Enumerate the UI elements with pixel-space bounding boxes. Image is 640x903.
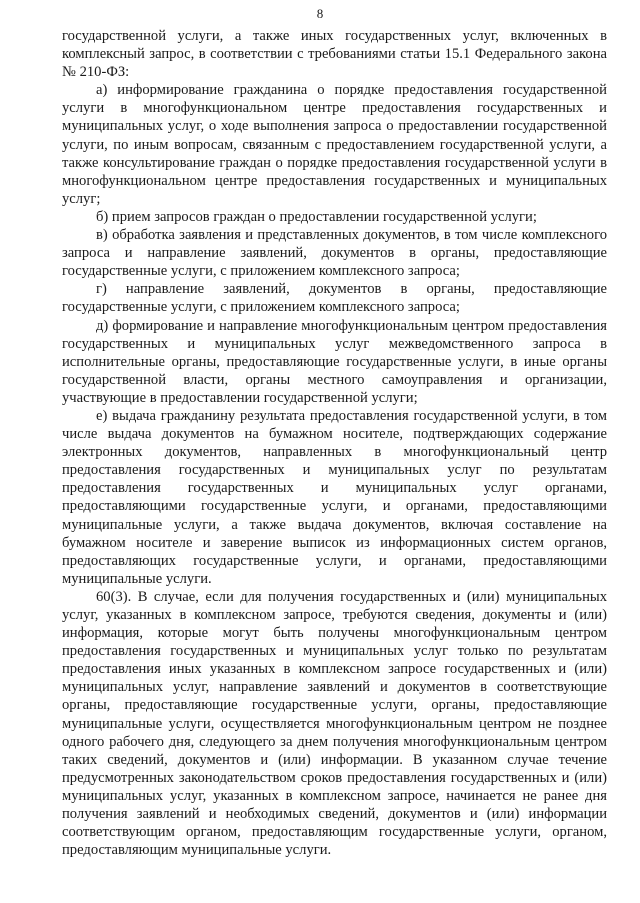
paragraph-item-g: г) направление заявлений, документов в органы, предоставляющие государственные услуги, с приложением комплексного запроса; — [62, 281, 607, 316]
paragraph-item-b: б) прием запросов граждан о предоставлении государственной услуги; — [96, 208, 537, 225]
paragraph-intro: государственной услуги, а также иных государственных услуг, включенных в комплексный запрос, в соответствии с требованиями статьи 15.1 Федерального закона № 210-ФЗ: — [62, 28, 607, 81]
paragraph-60-3: 60(3). В случае, если для получения государственных и (или) муниципальных услуг, указанных в комплексном запросе, требуются сведения, документы и (или) информация, которые могут быть получены многофункциональным центром предоставления государственных и муниципальных услуг только по результатам предоставления иных указанных в комплексном запросе государственных и (или) муниципальных услуг, направление заявлений и документов в соответствующие органы, предоставляющие государственные услуги, органы, предоставляющие муниципальные услуги, осуществляется многофункциональным центром не позднее одного рабочего дня, следующего за днем получения многофункциональным центром таких сведений, документов и (или) информации. В указанном случае течение предусмотренных законодательством сроков предоставления государственных и (или) муниципальных услуг, указанных в комплексном запросе, начинается не ранее дня получения заявлений и необходимых сведений, документов и (или) информации соответствующим органом, предоставляющим государственные услуги, органом, предоставляющим муниципальные услуги. — [62, 588, 607, 859]
document-body — [62, 27, 607, 859]
paragraph-item-v: в) обработка заявления и представленных документов, в том числе комплексного запроса и направление заявлений, документов в органы, предоставляющие государственные услуги, с приложением комплексного запроса; — [62, 227, 607, 280]
paragraph-item-a: а) информирование гражданина о порядке предоставления государственной услуги в многофункциональном центре предоставления государственных и муниципальных услуг, о ходе выполнения запроса о предоставлении государственной услуги, по иным вопросам, связанным с предоставлением государственной услуги, а также консультирование граждан о порядке предоставления государственной услуги в многофункциональном центре предоставления государственных и муниципальных услуг; — [62, 82, 607, 207]
page-number: 8 — [316, 6, 324, 21]
paragraph-item-e: е) выдача гражданину результата предоставления государственной услуги, в том числе выдача документов на бумажном носителе, подтверждающих содержание электронных документов, направленных в многофункциональный центр предоставления государственных и муниципальных услуг по результатам предоставления государственных и муниципальных услуг органами, предоставляющими государственные услуги, и органами, предоставляющими муниципальные услуги, а также выдача документов, включая составление на бумажном носителе и заверение выписок из информационных систем органов, предоставляющих государственные услуги, и органами, предоставляющими муниципальные услуги. — [62, 407, 607, 587]
paragraph-item-d: д) формирование и направление многофункциональным центром предоставления государственных и муниципальных услуг межведомственного запроса в исполнительные органы, предоставляющие государственные услуги, в иные органы государственной власти, органы местного самоуправления и организации, участвующие в предоставлении государственной услуги; — [62, 317, 607, 406]
